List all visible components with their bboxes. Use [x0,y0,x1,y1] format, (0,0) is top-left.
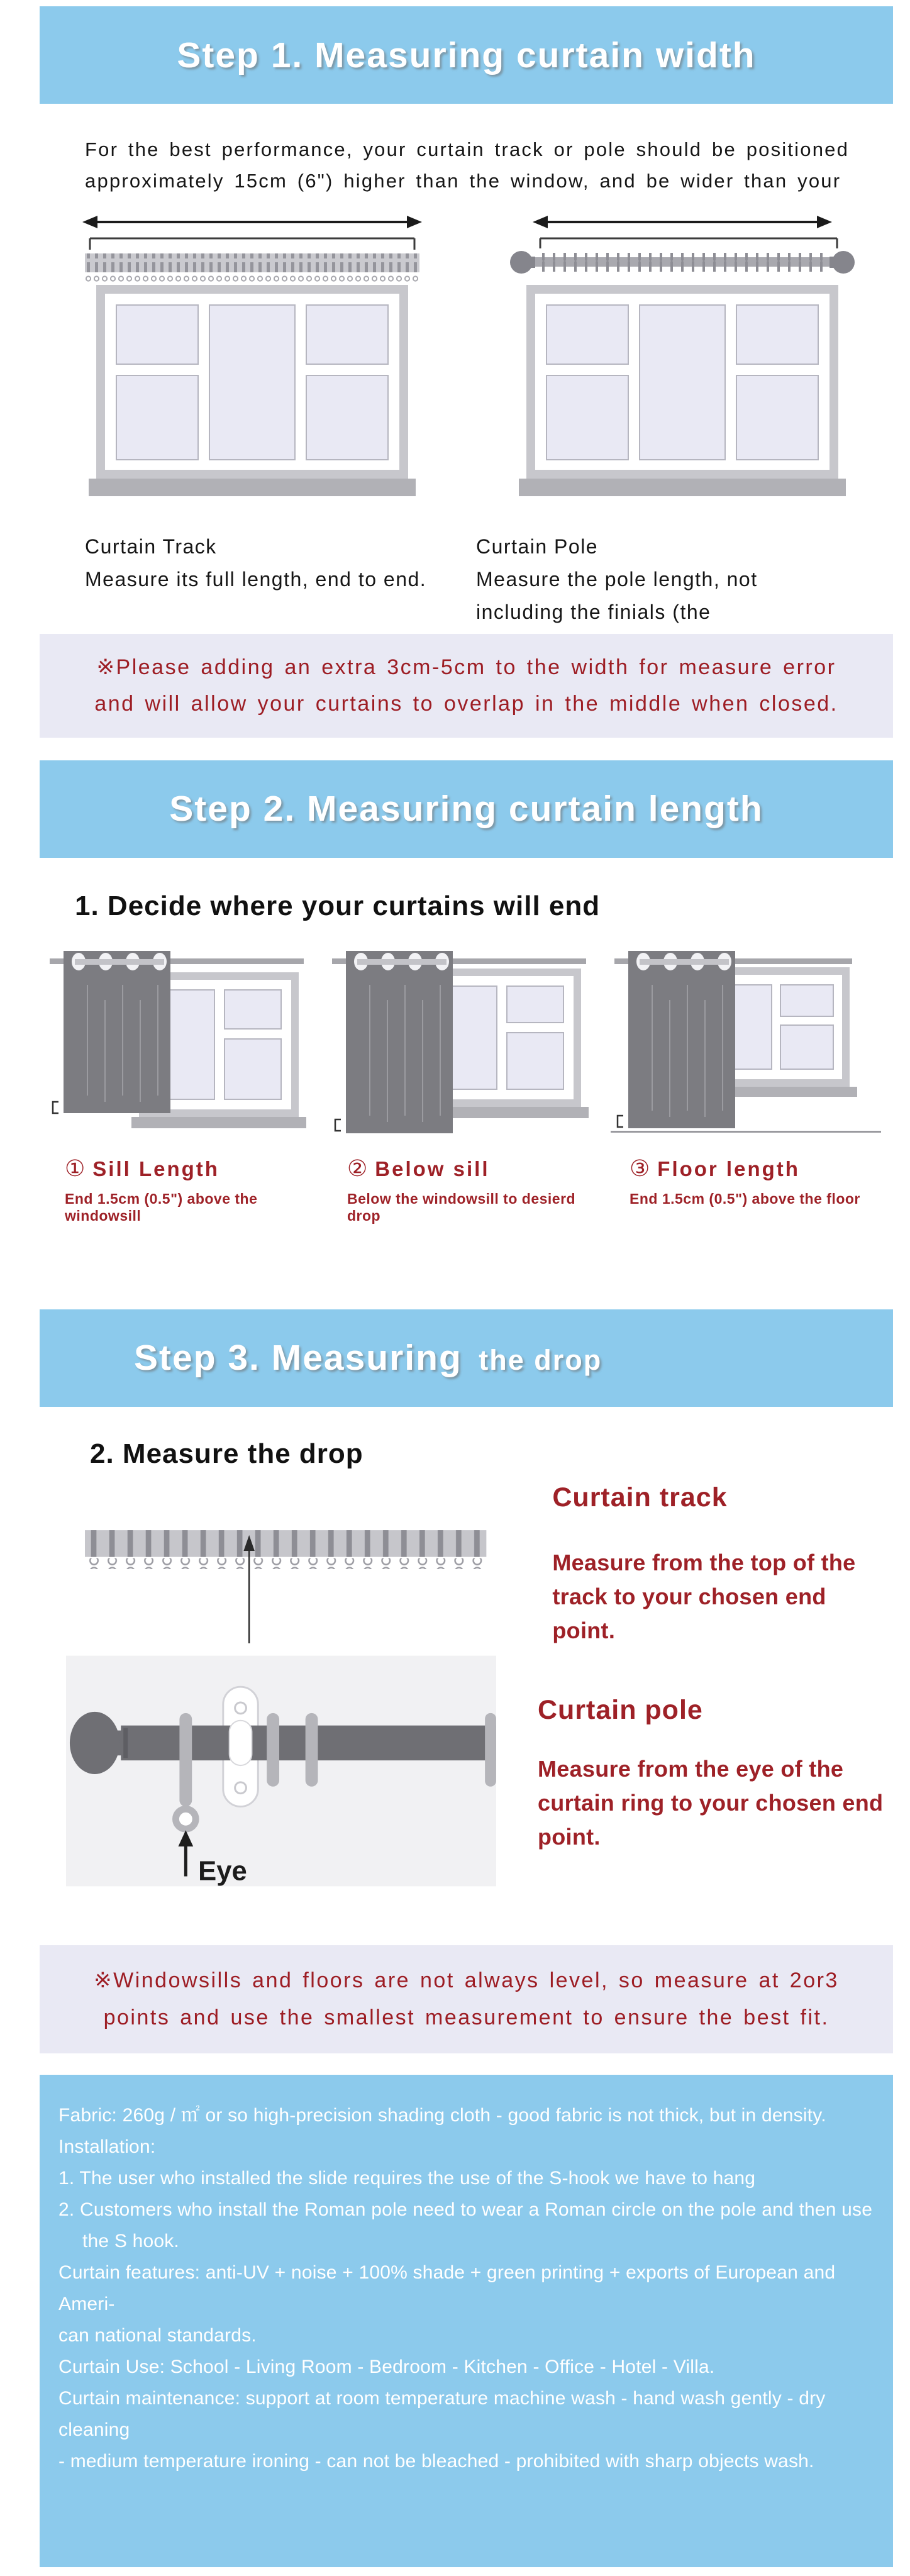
below-sill-figure [328,946,611,1224]
level-note [40,1945,893,2053]
width-note-line1: ※Please adding an extra 3cm-5cm to the width for measure error [96,655,836,679]
option2-number: ② [347,1155,368,1181]
option2-title: Below sill [375,1157,490,1180]
curtain-track-title: Curtain track [552,1482,728,1513]
step2-title: Step 2. Measuring curtain length [169,789,763,830]
step3-banner [40,1309,893,1407]
curtain-track-caption-title: Curtain Track [85,535,217,558]
pole-finial-left [510,251,533,274]
option3-title: Floor length [657,1157,800,1180]
curtain-track-caption-text: Measure its full length, end to end. [85,568,427,591]
curtain-pole-drop-illustration [66,1655,496,1887]
windowsill [519,479,846,496]
curtain-track-strip [85,253,419,282]
curtain-pole-caption-line1: Measure the pole length, not [476,568,758,591]
info-line: 2. Customers who install the Roman pole need to wear a Roman circle on the pole and then use [58,2199,873,2220]
sill-length-caption [65,1155,328,1224]
floor-length-figure [611,946,893,1224]
step2-subtitle: 1. Decide where your curtains will end [75,890,601,921]
option1-title: Sill Length [92,1157,219,1180]
option2-desc: Below the windowsill to desierd drop [347,1190,576,1224]
info-line: Curtain maintenance: support at room temperature machine wash - hand wash gently - dry cleaning [58,2387,826,2440]
curtain-pole-caption [476,531,828,628]
length-options [46,946,893,1224]
below-sill-caption [347,1155,611,1224]
info-line: - medium temperature ironing - can not be bleached - prohibited with sharp objects wash. [58,2450,814,2472]
curtain-panel [64,951,170,1113]
option1-desc: End 1.5cm (0.5") above the windowsill [65,1190,258,1224]
measure-bracket [618,1116,623,1127]
track-desc-line2: track to your chosen end point. [552,1583,826,1643]
info-line: can national standards. [58,2324,257,2346]
curtain-track-caption [85,531,441,628]
step3-subtitle: 2. Measure the drop [90,1438,363,1469]
step1-intro [85,134,893,197]
drop-track-section [85,1482,893,1651]
eye-label: Eye [198,1856,247,1887]
option3-desc: End 1.5cm (0.5") above the floor [630,1190,860,1207]
curtain-track-text [552,1482,893,1651]
eye-ring [175,1809,196,1829]
step3-title-main: Step 3. Measuring [134,1338,462,1379]
drop-pole-section [66,1655,893,1887]
measure-bracket [335,1119,341,1131]
option3-number: ③ [630,1155,650,1181]
below-sill-illustration [328,946,599,1135]
info-line: 1. The user who installed the slide requires the use of the S-hook we have to hang [58,2167,756,2189]
curtain-pole-rod [510,251,855,274]
info-line: Installation: [58,2136,156,2157]
pole-finial-right [832,251,855,274]
sill-length-illustration [46,946,316,1135]
windowsill [89,479,416,496]
info-line: the S hook. [82,2230,179,2251]
measure-bracket [53,1102,58,1113]
width-note-line2: and will allow your curtains to overlap in the middle when closed. [94,692,838,716]
windowsill [131,1117,306,1128]
info-line: Fabric: 260g / ㎡ or so high-precision shading cloth - good fabric is not thick, but in density. [58,2104,826,2126]
track-desc-line1: Measure from the top of the [552,1549,856,1575]
level-note-line1: ※Windowsills and floors are not always level, so measure at 2or3 [94,1968,839,1993]
curtain-track-strip [85,1530,486,1569]
width-measure-arrow [533,216,837,248]
curtain-panel [346,951,453,1133]
curtain-pole-title: Curtain pole [537,1694,703,1725]
curtain-track-drop-illustration [85,1487,504,1651]
sill-length-figure [46,946,328,1224]
floor-length-caption [630,1155,893,1208]
option1-number: ① [65,1155,86,1181]
pole-desc-line3: point. [537,1823,601,1850]
floor-line [611,1131,881,1133]
curtain-pole-caption-line2: including the finials (the [476,601,711,624]
level-note-line2: points and use the smallest measurement to ensure the best fit. [103,2005,830,2029]
curtain-pole-window-illustration [506,204,858,528]
window [519,285,846,496]
curtain-track-window-illustration [76,204,428,528]
width-measure-arrow [82,216,422,250]
step2-banner [40,760,893,858]
pole-desc-line1: Measure from the eye of the [537,1755,844,1782]
curtain-pole-text [538,1695,893,1887]
intro-line2: approximately 15cm (6") higher than the window, and be wider than your [85,170,841,192]
info-line: Curtain Use: School - Living Room - Bedroom - Kitchen - Office - Hotel - Villa. [58,2356,715,2377]
intro-line1: For the best performance, your curtain track or pole should be positioned [85,138,850,160]
curtain-panel [628,951,735,1128]
window [89,285,416,496]
floor-length-illustration [611,946,881,1135]
pole-desc-line2: curtain ring to your chosen end [537,1789,884,1816]
width-note [40,634,893,738]
step1-banner [40,6,893,104]
info-line: Curtain features: anti-UV + noise + 100% shade + green printing + exports of European and Ameri- [58,2262,836,2314]
product-info-box [40,2075,893,2567]
step1-illustrations [40,197,893,528]
step3-title-small: the drop [479,1344,602,1377]
step1-captions [40,531,893,628]
pole-finial [70,1712,119,1774]
curtain-pole-caption-title: Curtain Pole [476,535,599,558]
step1-title: Step 1. Measuring curtain width [177,35,756,75]
